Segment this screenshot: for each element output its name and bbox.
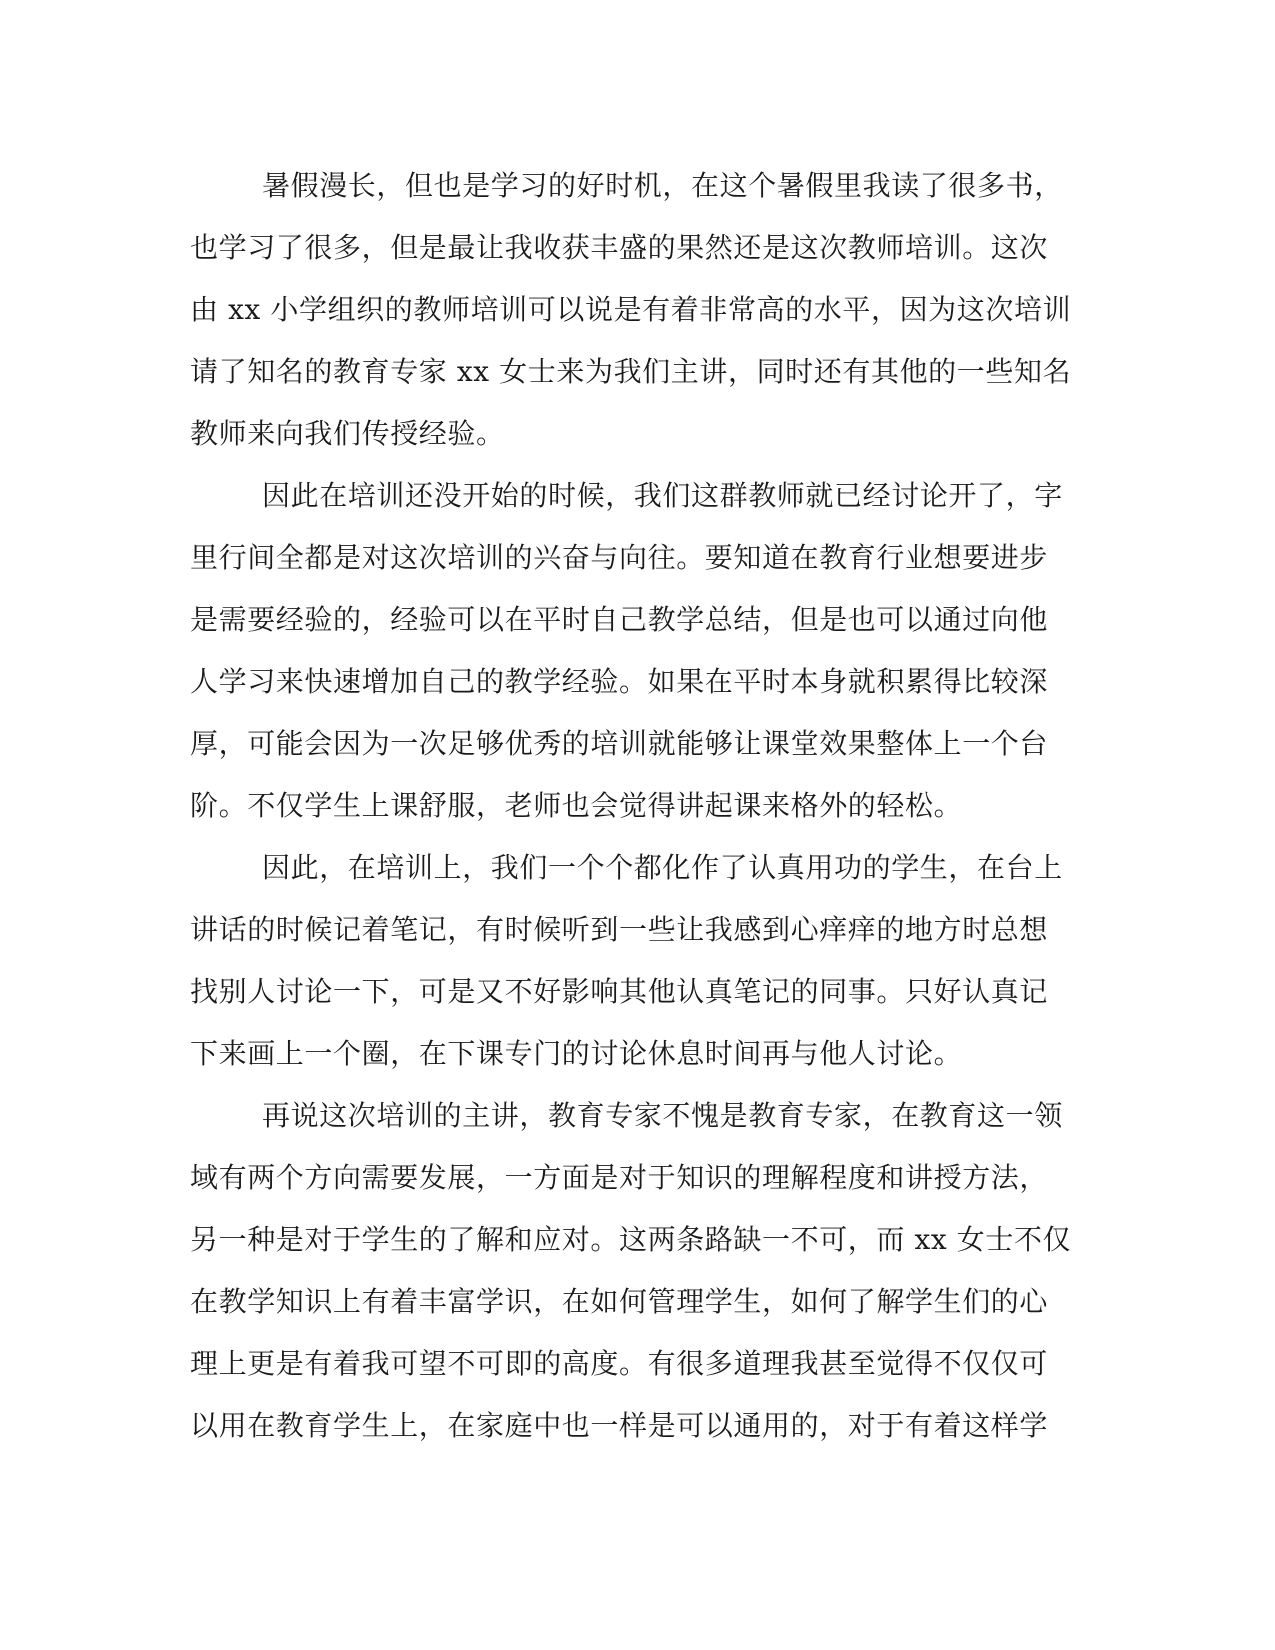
paragraph-2-line-5: 厚，可能会因为一次足够优秀的培训就能够让课堂效果整体上一个台 [190, 727, 1049, 760]
paragraph-1-line-4: 请了知名的教育专家 xx 女士来为我们主讲，同时还有其他的一些知名 [190, 355, 1072, 388]
paragraph-2-line-6: 阶。不仅学生上课舒服，老师也会觉得讲起课来格外的轻松。 [190, 789, 963, 822]
paragraph-2-line-1: 因此在培训还没开始的时候，我们这群教师就已经讨论开了，字 [262, 479, 1063, 512]
paragraph-1-line-1: 暑假漫长，但也是学习的好时机，在这个暑假里我读了很多书， [262, 169, 1063, 202]
paragraph-2-line-4: 人学习来快速增加自己的教学经验。如果在平时本身就积累得比较深 [190, 665, 1049, 698]
paragraph-4-line-1: 再说这次培训的主讲，教育专家不愧是教育专家，在教育这一领 [262, 1099, 1063, 1132]
paragraph-1-line-3: 由 xx 小学组织的教师培训可以说是有着非常高的水平，因为这次培训 [190, 293, 1072, 326]
paragraph-3-line-1: 因此，在培训上，我们一个个都化作了认真用功的学生，在台上 [262, 851, 1063, 884]
paragraph-4-line-6: 以用在教育学生上，在家庭中也一样是可以通用的，对于有着这样学 [190, 1409, 1049, 1442]
paragraph-2-line-2: 里行间全都是对这次培训的兴奋与向往。要知道在教育行业想要进步 [190, 541, 1049, 574]
paragraph-3-line-3: 找别人讨论一下，可是又不好影响其他认真笔记的同事。只好认真记 [190, 975, 1049, 1008]
paragraph-3-line-2: 讲话的时候记着笔记，有时候听到一些让我感到心痒痒的地方时总想 [190, 913, 1049, 946]
paragraph-1-line-2: 也学习了很多，但是最让我收获丰盛的果然还是这次教师培训。这次 [190, 231, 1049, 264]
paragraph-4-line-5: 理上更是有着我可望不可即的高度。有很多道理我甚至觉得不仅仅可 [190, 1347, 1049, 1380]
paragraph-2-line-3: 是需要经验的，经验可以在平时自己教学总结，但是也可以通过向他 [190, 603, 1049, 636]
body-text [190, 155, 1080, 1457]
paragraph-4-line-4: 在教学知识上有着丰富学识，在如何管理学生，如何了解学生们的心 [190, 1285, 1049, 1318]
paragraph-4-line-3: 另一种是对于学生的了解和应对。这两条路缺一不可，而 xx 女士不仅 [190, 1223, 1072, 1256]
paragraph-4-line-2: 域有两个方向需要发展，一方面是对于知识的理解程度和讲授方法， [190, 1161, 1049, 1194]
paragraph-1-line-5: 教师来向我们传授经验。 [190, 417, 505, 450]
paragraph-3-line-4: 下来画上一个圈，在下课专门的讨论休息时间再与他人讨论。 [190, 1037, 963, 1070]
